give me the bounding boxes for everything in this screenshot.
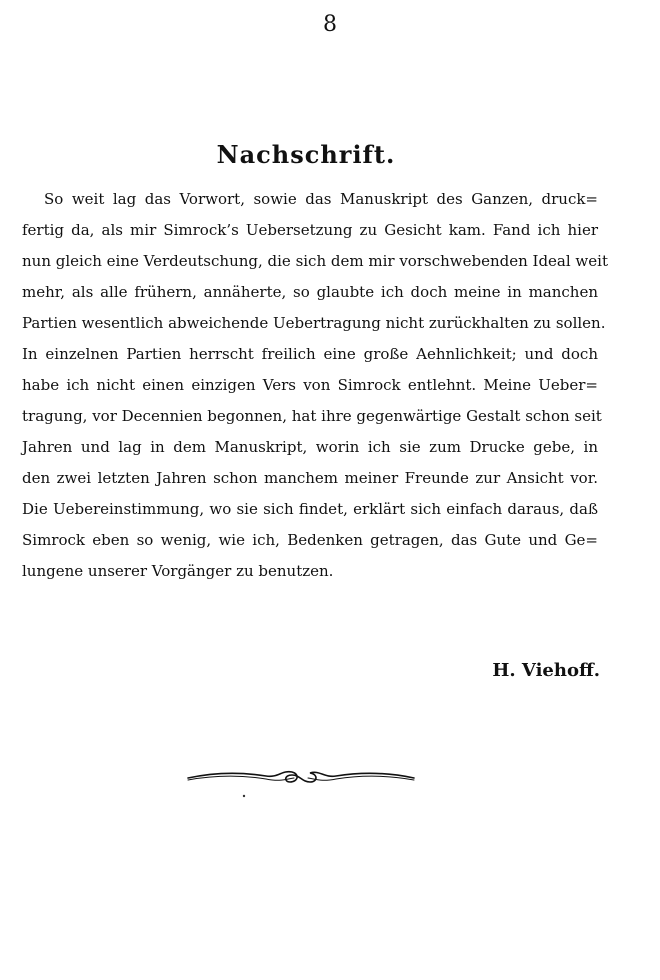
body-text [22,184,608,587]
text-line: Jahren und lag in dem Manuskript, worin ich sie zum Drucke gebe, in [22,438,598,456]
page-number: 8 [323,12,337,37]
ornament-divider-icon [186,756,416,800]
text-line: mehr, als alle frühern, annäherte, so glaubte ich doch meine in manchen [22,283,598,301]
text-line: So weit lag das Vorwort, sowie das Manuskript des Ganzen, druck= [44,190,598,208]
text-line: nun gleich eine Verdeutschung, die sich dem mir vorschwebenden Ideal weit [22,252,608,270]
text-line: Simrock eben so wenig, wie ich, Bedenken getragen, das Gute und Ge= [22,531,598,549]
text-line: lungene unserer Vorgänger zu benutzen. [22,562,334,580]
text-line: fertig da, als mir Simrock’s Uebersetzung zu Gesicht kam. Fand ich hier [22,221,598,239]
text-line: In einzelnen Partien herrscht freilich eine große Aehnlichkeit; und doch [22,345,598,363]
text-line: habe ich nicht einen einzigen Vers von Simrock entlehnt. Meine Ueber= [22,376,598,394]
text-line: den zwei letzten Jahren schon manchem meiner Freunde zur Ansicht vor. [22,469,598,487]
text-line: tragung, vor Decennien begonnen, hat ihre gegenwärtige Gestalt schon seit [22,407,602,425]
text-line: Partien wesentlich abweichende Uebertragung nicht zurückhalten zu sollen. [22,314,606,332]
text-line: Die Uebereinstimmung, wo sie sich findet, erklärt sich einfach daraus, daß [22,500,598,518]
page-title: Nachschrift. [216,140,396,169]
signature: H. Viehoff. [492,660,600,681]
